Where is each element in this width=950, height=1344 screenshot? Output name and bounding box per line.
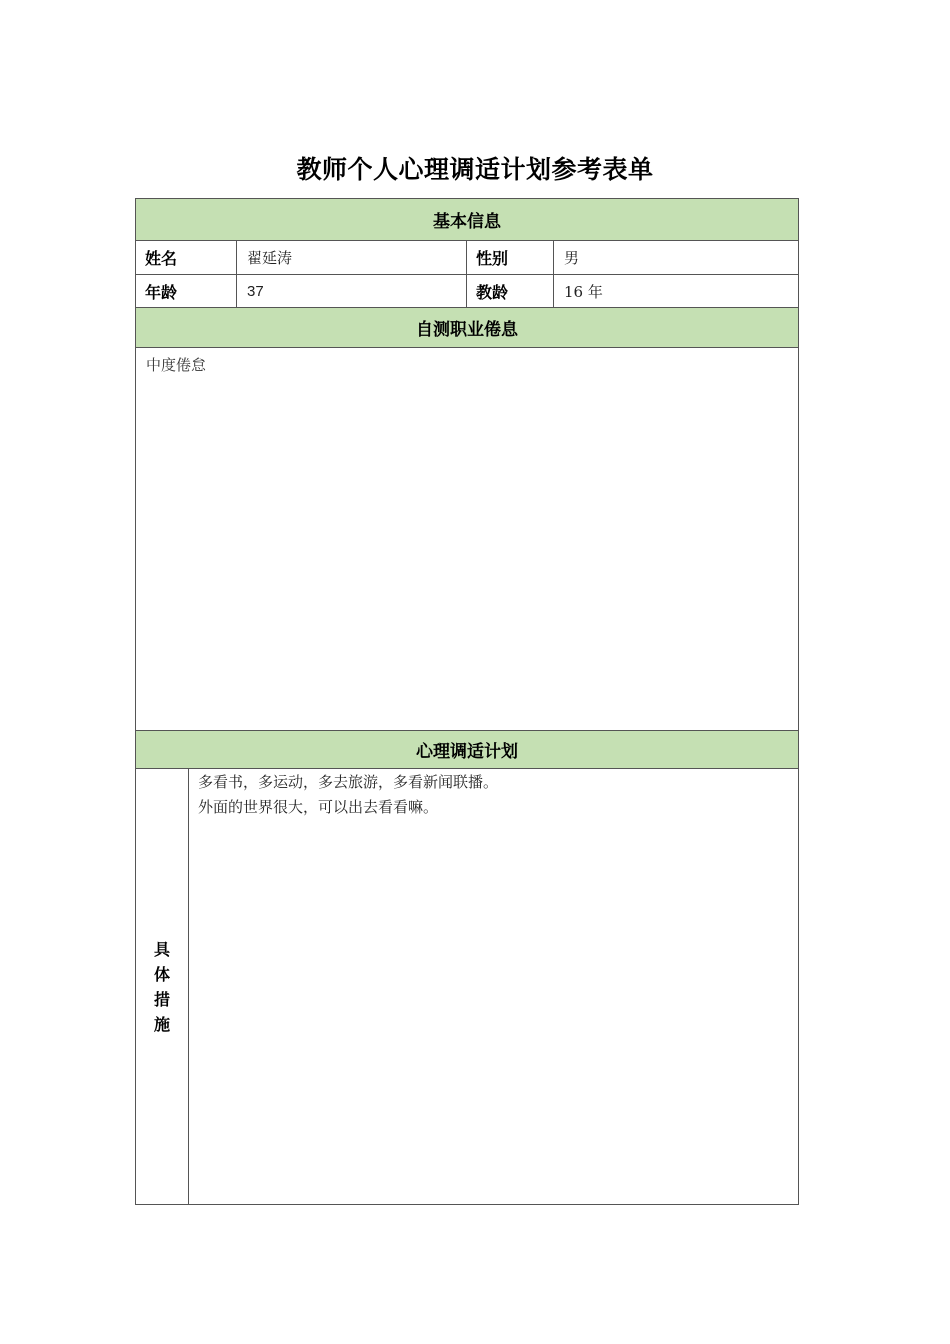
self-test-body-row	[136, 348, 799, 731]
name-value: 翟延涛	[237, 241, 467, 275]
self-test-header-row	[136, 308, 799, 348]
gender-value: 男	[554, 241, 799, 275]
measures-label	[136, 769, 189, 1205]
name-gender-row	[136, 241, 799, 275]
measures-row	[136, 769, 799, 1205]
measures-content	[189, 769, 799, 1205]
document-title: 教师个人心理调适计划参考表单	[296, 155, 654, 184]
measures-line: 多看书，多运动，多去旅游，多看新闻联播。	[198, 773, 499, 791]
plan-form-table	[135, 198, 799, 1205]
age-label: 年龄	[136, 275, 237, 308]
name-label: 姓名	[136, 241, 237, 275]
measures-label-char: 具	[153, 939, 170, 959]
measures-label-char: 体	[153, 964, 170, 984]
adjustment-plan-header: 心理调适计划	[136, 731, 799, 769]
basic-info-header: 基本信息	[136, 199, 799, 241]
basic-info-header-row	[136, 199, 799, 241]
measures-line: 外面的世界很大，可以出去看看嘛。	[198, 798, 439, 816]
age-value: 37	[237, 275, 467, 308]
measures-label-char: 施	[153, 1014, 170, 1034]
measures-label-char: 措	[153, 989, 170, 1009]
teaching-years-label: 教龄	[467, 275, 554, 308]
self-test-result: 中度倦怠	[136, 348, 799, 731]
age-teaching-years-row	[136, 275, 799, 308]
gender-label: 性别	[467, 241, 554, 275]
self-test-header: 自测职业倦息	[136, 308, 799, 348]
teaching-years-value: 16 年	[554, 275, 799, 308]
adjustment-plan-header-row	[136, 731, 799, 769]
